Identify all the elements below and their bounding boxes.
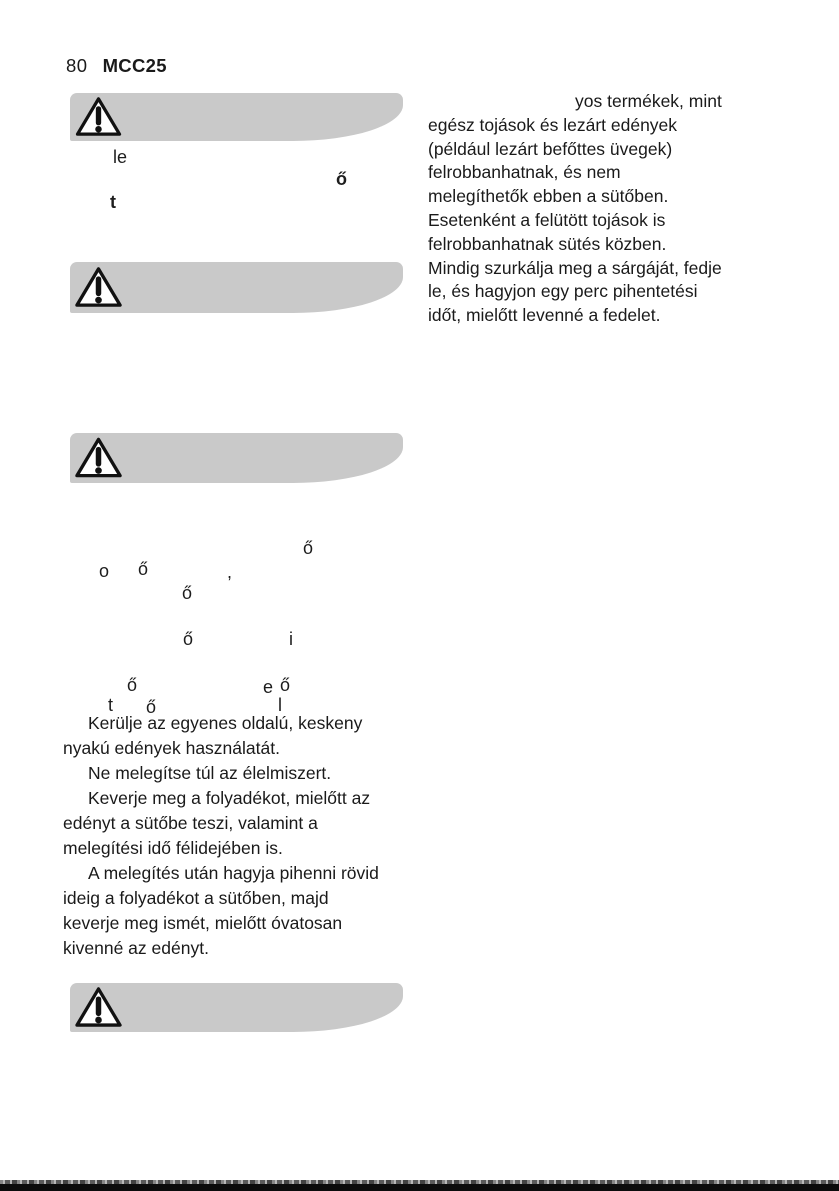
stray-glyph: ő	[182, 583, 193, 603]
warning-triangle-icon	[74, 96, 123, 138]
text-line: felrobbanhatnak sütés közben.	[428, 233, 667, 254]
stray-glyph: ő	[303, 538, 314, 558]
text-line: ideig a folyadékot a sütőben, majd	[63, 888, 329, 908]
text-line: felrobbanhatnak, és nem	[428, 162, 621, 183]
text-line: kivenné az edényt.	[63, 938, 209, 958]
stray-glyph: e	[263, 677, 274, 697]
stray-glyph: l	[278, 695, 282, 715]
stray-glyph: o	[99, 561, 110, 581]
text-line: keverje meg ismét, mielőtt óvatosan	[63, 913, 343, 933]
stray-glyph: ő	[280, 675, 291, 695]
text-line: Mindig szurkálja meg a sárgáját, fedje	[428, 257, 722, 278]
text-line: Esetenként a felütött tojások is	[428, 209, 666, 230]
text-line: A melegítés után hagyja pihenni rövid	[88, 863, 379, 883]
stray-glyph: i	[289, 629, 293, 649]
warning-banner-4	[70, 983, 403, 1032]
text-line: yos termékek, mint	[575, 91, 722, 111]
stray-glyph: t	[110, 192, 116, 212]
text-line: Keverje meg a folyadékot, mielőtt az	[88, 788, 371, 808]
text-line: le, és hagyjon egy perc pihentetési	[428, 281, 698, 302]
text-line: időt, mielőtt levenné a fedelet.	[428, 305, 661, 326]
stray-glyph: ,	[227, 562, 233, 582]
page-number: 80	[66, 55, 88, 76]
model-name: MCC25	[102, 55, 167, 76]
stray-glyph: ő	[146, 697, 157, 717]
text-line: melegíthetők ebben a sütőben.	[428, 186, 669, 207]
text-line: egész tojások és lezárt edények	[428, 114, 678, 135]
warning-triangle-icon	[74, 986, 123, 1029]
text-line: edényt a sütőbe teszi, valamint a	[63, 813, 318, 833]
warning-triangle-icon	[74, 265, 123, 310]
warning-banner-2	[70, 262, 403, 313]
stray-glyph: ő	[138, 559, 149, 579]
text-line: (például lezárt befőttes üvegek)	[428, 138, 673, 159]
text-line: Kerülje az egyenes oldalú, keskeny	[88, 713, 363, 733]
warning-triangle-icon	[74, 436, 123, 480]
warning-banner-3	[70, 433, 403, 483]
stray-glyph: t	[108, 695, 114, 715]
text-line: nyakú edények használatát.	[63, 738, 280, 758]
stray-glyph: ő	[336, 169, 347, 189]
text-line: Ne melegítse túl az élelmiszert.	[88, 763, 332, 783]
scan-noise-bar	[0, 1180, 839, 1191]
stray-glyph: ő	[127, 675, 138, 695]
page-header	[66, 56, 167, 76]
right-column-text	[428, 90, 828, 328]
warning-banner-1	[70, 93, 403, 141]
stray-glyph: ő	[183, 629, 194, 649]
left-column-text	[63, 711, 423, 961]
text-line: melegítési idő félidejében is.	[63, 838, 283, 858]
stray-glyph: le	[113, 147, 128, 167]
